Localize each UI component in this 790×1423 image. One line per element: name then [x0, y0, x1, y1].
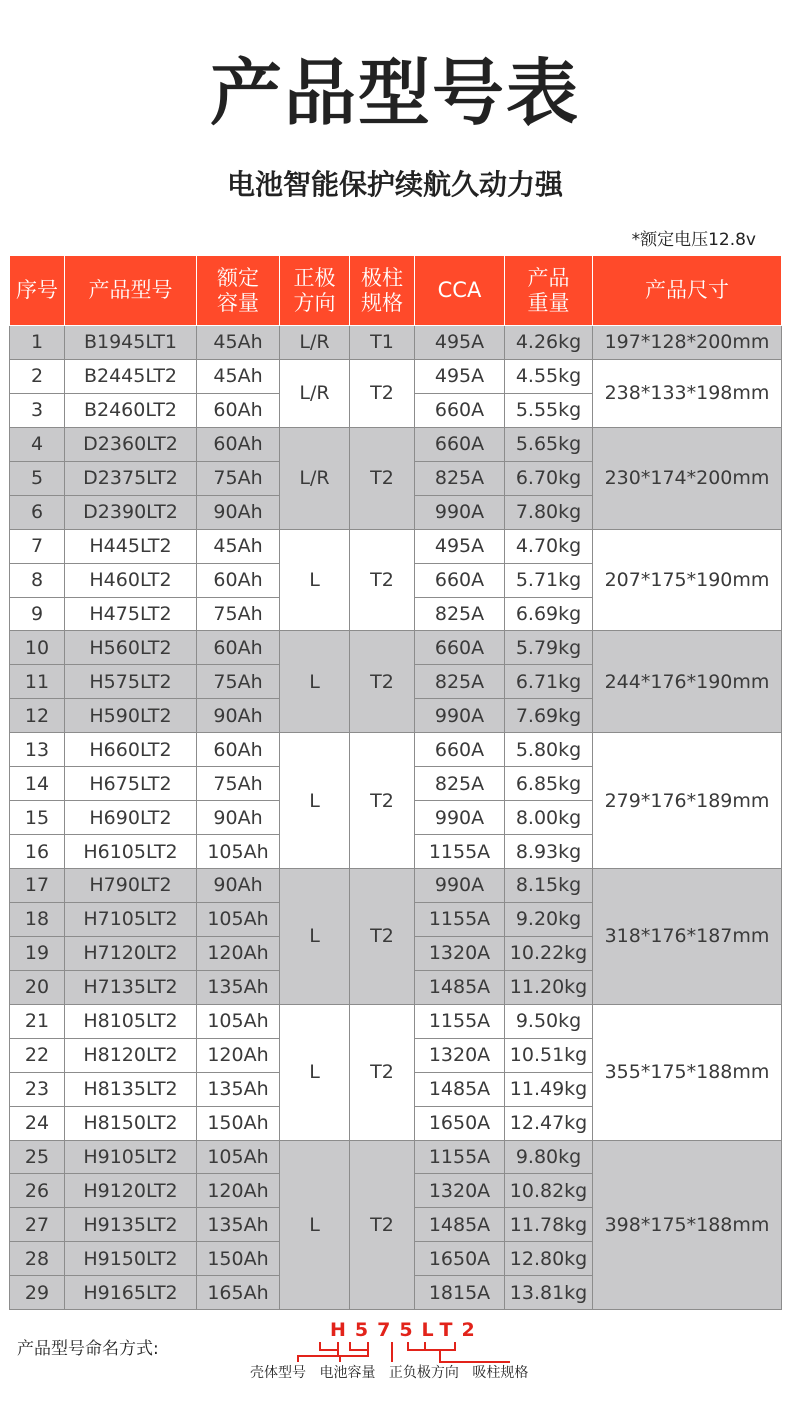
- cell-no: 2: [10, 359, 65, 393]
- col-header-terminal: 极柱 规格: [350, 256, 415, 326]
- cell-model: H690LT2: [65, 801, 197, 835]
- cell-model: H7105LT2: [65, 902, 197, 936]
- cell-no: 22: [10, 1038, 65, 1072]
- cell-cca: 1320A: [415, 1174, 505, 1208]
- cell-capacity: 90Ah: [197, 801, 280, 835]
- cell-terminal: T2: [350, 869, 415, 1005]
- cell-model: H560LT2: [65, 631, 197, 665]
- cell-model: H475LT2: [65, 597, 197, 631]
- cell-capacity: 45Ah: [197, 359, 280, 393]
- cell-size: 398*175*188mm: [593, 1140, 782, 1310]
- cell-no: 10: [10, 631, 65, 665]
- cell-model: H9105LT2: [65, 1140, 197, 1174]
- cell-model: H7135LT2: [65, 970, 197, 1004]
- product-model-table: [9, 255, 782, 1310]
- cell-cca: 1320A: [415, 1038, 505, 1072]
- cell-direction: L: [280, 869, 350, 1005]
- cell-model: H7120LT2: [65, 936, 197, 970]
- cell-weight: 9.50kg: [505, 1004, 593, 1038]
- cell-weight: 4.70kg: [505, 529, 593, 563]
- cell-capacity: 90Ah: [197, 495, 280, 529]
- cell-no: 20: [10, 970, 65, 1004]
- cell-cca: 495A: [415, 359, 505, 393]
- cell-model: H675LT2: [65, 767, 197, 801]
- cell-cca: 990A: [415, 699, 505, 733]
- cell-weight: 6.70kg: [505, 461, 593, 495]
- naming-part-shell: 壳体型号: [250, 1365, 306, 1381]
- cell-cca: 1155A: [415, 902, 505, 936]
- cell-weight: 13.81kg: [505, 1276, 593, 1310]
- col-header-weight: 产品 重量: [505, 256, 593, 326]
- cell-model: H8120LT2: [65, 1038, 197, 1072]
- cell-model: H9120LT2: [65, 1174, 197, 1208]
- cell-weight: 6.71kg: [505, 665, 593, 699]
- col-header-model: 产品型号: [65, 256, 197, 326]
- cell-cca: 660A: [415, 631, 505, 665]
- cell-direction: L: [280, 631, 350, 733]
- cell-weight: 9.20kg: [505, 902, 593, 936]
- cell-no: 28: [10, 1242, 65, 1276]
- cell-weight: 8.15kg: [505, 869, 593, 903]
- cell-model: H9150LT2: [65, 1242, 197, 1276]
- cell-cca: 1155A: [415, 1004, 505, 1038]
- col-header-cca: CCA: [415, 256, 505, 326]
- cell-no: 17: [10, 869, 65, 903]
- table-row: [10, 326, 782, 360]
- cell-weight: 8.93kg: [505, 835, 593, 869]
- cell-model: H8150LT2: [65, 1106, 197, 1140]
- cell-weight: 6.69kg: [505, 597, 593, 631]
- cell-cca: 825A: [415, 767, 505, 801]
- cell-model: H9135LT2: [65, 1208, 197, 1242]
- naming-part-terminal: 吸柱规格: [472, 1365, 529, 1381]
- cell-model: H590LT2: [65, 699, 197, 733]
- cell-direction: L/R: [280, 359, 350, 427]
- col-header-direction: 正极 方向: [280, 256, 350, 326]
- cell-size: 230*174*200mm: [593, 427, 782, 529]
- cell-cca: 825A: [415, 665, 505, 699]
- cell-no: 19: [10, 936, 65, 970]
- cell-model: H790LT2: [65, 869, 197, 903]
- cell-no: 4: [10, 427, 65, 461]
- col-header-size: 产品尺寸: [593, 256, 782, 326]
- cell-cca: 1155A: [415, 835, 505, 869]
- cell-model: B1945LT1: [65, 326, 197, 360]
- cell-direction: L/R: [280, 326, 350, 360]
- cell-no: 5: [10, 461, 65, 495]
- cell-capacity: 60Ah: [197, 631, 280, 665]
- cell-capacity: 150Ah: [197, 1242, 280, 1276]
- cell-no: 23: [10, 1072, 65, 1106]
- cell-no: 11: [10, 665, 65, 699]
- cell-no: 13: [10, 733, 65, 767]
- cell-terminal: T2: [350, 427, 415, 529]
- naming-code: H575LT2: [330, 1319, 484, 1341]
- cell-cca: 825A: [415, 597, 505, 631]
- cell-size: 318*176*187mm: [593, 869, 782, 1005]
- cell-cca: 990A: [415, 801, 505, 835]
- page-title: 产品型号表: [209, 51, 580, 135]
- cell-cca: 825A: [415, 461, 505, 495]
- naming-part-direction: 正负极方向: [388, 1365, 459, 1381]
- cell-model: H460LT2: [65, 563, 197, 597]
- cell-model: D2390LT2: [65, 495, 197, 529]
- naming-part-capacity: 电池容量: [319, 1365, 376, 1381]
- cell-weight: 11.78kg: [505, 1208, 593, 1242]
- cell-capacity: 60Ah: [197, 733, 280, 767]
- table-header-row: [10, 256, 782, 326]
- cell-weight: 10.82kg: [505, 1174, 593, 1208]
- cell-terminal: T2: [350, 733, 415, 869]
- cell-cca: 1485A: [415, 1072, 505, 1106]
- table-row: [10, 359, 782, 393]
- cell-capacity: 60Ah: [197, 427, 280, 461]
- cell-no: 6: [10, 495, 65, 529]
- cell-weight: 5.71kg: [505, 563, 593, 597]
- cell-no: 25: [10, 1140, 65, 1174]
- naming-parts: [250, 1363, 537, 1383]
- cell-weight: 11.20kg: [505, 970, 593, 1004]
- cell-cca: 660A: [415, 427, 505, 461]
- cell-cca: 1485A: [415, 970, 505, 1004]
- cell-cca: 1815A: [415, 1276, 505, 1310]
- cell-no: 15: [10, 801, 65, 835]
- cell-cca: 495A: [415, 529, 505, 563]
- cell-weight: 8.00kg: [505, 801, 593, 835]
- cell-capacity: 90Ah: [197, 699, 280, 733]
- cell-capacity: 105Ah: [197, 902, 280, 936]
- cell-capacity: 135Ah: [197, 1208, 280, 1242]
- cell-capacity: 135Ah: [197, 970, 280, 1004]
- cell-weight: 6.85kg: [505, 767, 593, 801]
- cell-direction: L: [280, 733, 350, 869]
- cell-weight: 4.26kg: [505, 326, 593, 360]
- table-row: [10, 1004, 782, 1038]
- cell-direction: L: [280, 529, 350, 631]
- cell-no: 29: [10, 1276, 65, 1310]
- cell-weight: 10.22kg: [505, 936, 593, 970]
- cell-cca: 990A: [415, 869, 505, 903]
- cell-no: 14: [10, 767, 65, 801]
- cell-model: H9165LT2: [65, 1276, 197, 1310]
- cell-capacity: 165Ah: [197, 1276, 280, 1310]
- table-body: [10, 326, 782, 1310]
- cell-cca: 1650A: [415, 1242, 505, 1276]
- cell-no: 7: [10, 529, 65, 563]
- cell-size: 279*176*189mm: [593, 733, 782, 869]
- cell-size: 244*176*190mm: [593, 631, 782, 733]
- cell-capacity: 105Ah: [197, 835, 280, 869]
- table-row: [10, 1140, 782, 1174]
- cell-capacity: 150Ah: [197, 1106, 280, 1140]
- cell-capacity: 45Ah: [197, 326, 280, 360]
- cell-terminal: T2: [350, 359, 415, 427]
- cell-capacity: 45Ah: [197, 529, 280, 563]
- cell-direction: L: [280, 1140, 350, 1310]
- table-row: [10, 427, 782, 461]
- cell-cca: 1320A: [415, 936, 505, 970]
- cell-weight: 4.55kg: [505, 359, 593, 393]
- table-row: [10, 529, 782, 563]
- cell-weight: 5.65kg: [505, 427, 593, 461]
- cell-weight: 7.69kg: [505, 699, 593, 733]
- cell-weight: 12.80kg: [505, 1242, 593, 1276]
- cell-weight: 9.80kg: [505, 1140, 593, 1174]
- cell-weight: 11.49kg: [505, 1072, 593, 1106]
- cell-capacity: 60Ah: [197, 563, 280, 597]
- cell-no: 16: [10, 835, 65, 869]
- table-row: [10, 869, 782, 903]
- cell-no: 3: [10, 393, 65, 427]
- cell-model: H660LT2: [65, 733, 197, 767]
- cell-cca: 1485A: [415, 1208, 505, 1242]
- cell-cca: 1155A: [415, 1140, 505, 1174]
- cell-no: 26: [10, 1174, 65, 1208]
- cell-weight: 5.79kg: [505, 631, 593, 665]
- cell-model: B2460LT2: [65, 393, 197, 427]
- cell-size: 197*128*200mm: [593, 326, 782, 360]
- cell-cca: 495A: [415, 326, 505, 360]
- cell-terminal: T2: [350, 1140, 415, 1310]
- col-header-no: 序号: [10, 256, 65, 326]
- cell-capacity: 135Ah: [197, 1072, 280, 1106]
- table-row: [10, 631, 782, 665]
- cell-model: H575LT2: [65, 665, 197, 699]
- cell-size: 238*133*198mm: [593, 359, 782, 427]
- cell-no: 21: [10, 1004, 65, 1038]
- cell-cca: 660A: [415, 563, 505, 597]
- cell-capacity: 75Ah: [197, 597, 280, 631]
- cell-model: D2360LT2: [65, 427, 197, 461]
- page-subtitle: 电池智能保护续航久动力强: [226, 168, 563, 201]
- cell-capacity: 120Ah: [197, 1038, 280, 1072]
- cell-no: 18: [10, 902, 65, 936]
- cell-weight: 12.47kg: [505, 1106, 593, 1140]
- cell-terminal: T1: [350, 326, 415, 360]
- cell-model: D2375LT2: [65, 461, 197, 495]
- cell-model: H445LT2: [65, 529, 197, 563]
- cell-no: 24: [10, 1106, 65, 1140]
- cell-capacity: 60Ah: [197, 393, 280, 427]
- cell-model: H8105LT2: [65, 1004, 197, 1038]
- cell-capacity: 120Ah: [197, 1174, 280, 1208]
- cell-terminal: T2: [350, 631, 415, 733]
- cell-capacity: 105Ah: [197, 1140, 280, 1174]
- cell-weight: 7.80kg: [505, 495, 593, 529]
- cell-no: 8: [10, 563, 65, 597]
- cell-capacity: 120Ah: [197, 936, 280, 970]
- cell-weight: 5.55kg: [505, 393, 593, 427]
- cell-no: 9: [10, 597, 65, 631]
- cell-cca: 990A: [415, 495, 505, 529]
- naming-label: 产品型号命名方式:: [17, 1339, 159, 1359]
- naming-bracket-graphic: [280, 1340, 510, 1364]
- cell-weight: 5.80kg: [505, 733, 593, 767]
- cell-terminal: T2: [350, 529, 415, 631]
- cell-capacity: 75Ah: [197, 767, 280, 801]
- voltage-note: *额定电压12.8v: [631, 230, 756, 250]
- cell-direction: L/R: [280, 427, 350, 529]
- cell-no: 12: [10, 699, 65, 733]
- col-header-capacity: 额定 容量: [197, 256, 280, 326]
- cell-model: B2445LT2: [65, 359, 197, 393]
- cell-model: H8135LT2: [65, 1072, 197, 1106]
- cell-cca: 660A: [415, 393, 505, 427]
- cell-capacity: 75Ah: [197, 665, 280, 699]
- cell-capacity: 105Ah: [197, 1004, 280, 1038]
- cell-terminal: T2: [350, 1004, 415, 1140]
- cell-direction: L: [280, 1004, 350, 1140]
- cell-size: 355*175*188mm: [593, 1004, 782, 1140]
- cell-capacity: 90Ah: [197, 869, 280, 903]
- cell-no: 27: [10, 1208, 65, 1242]
- cell-model: H6105LT2: [65, 835, 197, 869]
- cell-capacity: 75Ah: [197, 461, 280, 495]
- cell-cca: 1650A: [415, 1106, 505, 1140]
- cell-cca: 660A: [415, 733, 505, 767]
- cell-weight: 10.51kg: [505, 1038, 593, 1072]
- table-row: [10, 733, 782, 767]
- cell-size: 207*175*190mm: [593, 529, 782, 631]
- cell-no: 1: [10, 326, 65, 360]
